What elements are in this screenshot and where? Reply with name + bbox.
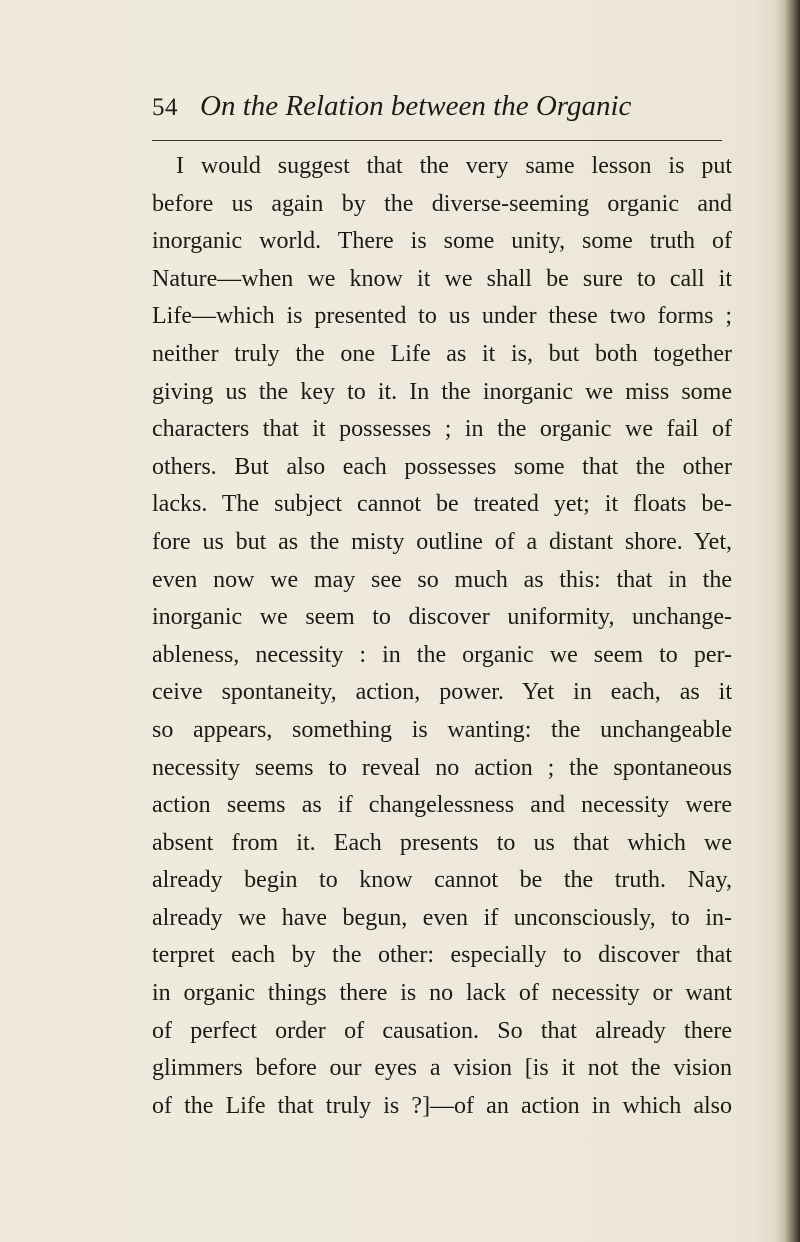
text-line: ceive spontaneity, action, power. Yet in each, as it — [152, 679, 732, 706]
text-line: terpret each by the other: especially to discover that — [152, 942, 732, 969]
text-line: giving us the key to it. In the inorganic we miss some — [152, 378, 732, 405]
page-edge-shadow — [774, 0, 800, 1242]
running-title: On the Relation between the Organic — [200, 90, 632, 122]
text-line: already we have begun, even if unconsciously, to in- — [152, 904, 732, 931]
text-line: already begin to know cannot be the truth. Nay, — [152, 867, 732, 894]
text-line: action seems as if changelessness and necessity were — [152, 792, 732, 819]
text-line: of perfect order of causation. So that already there — [152, 1017, 732, 1044]
text-line: necessity seems to reveal no action ; the spontaneous — [152, 754, 732, 781]
text-line: so appears, something is wanting: the unchangeable — [152, 716, 732, 743]
text-line: I would suggest that the very same lesson is put — [176, 153, 732, 179]
text-line: inorganic we seem to discover uniformity, unchange- — [152, 604, 732, 631]
text-line: characters that it possesses ; in the organic we fail of — [152, 416, 732, 443]
text-line: Life—which is presented to us under these two forms ; — [152, 303, 732, 330]
text-line: others. But also each possesses some that the other — [152, 453, 732, 480]
text-line: ableness, necessity : in the organic we seem to per- — [152, 641, 732, 668]
page-header — [152, 90, 722, 130]
text-line: lacks. The subject cannot be treated yet; it floats be- — [152, 491, 732, 518]
text-line: of the Life that truly is ?]—of an action in which also — [152, 1092, 732, 1119]
text-line: absent from it. Each presents to us that which we — [152, 829, 732, 856]
text-line: before us again by the diverse-seeming organic and — [152, 190, 732, 217]
body-paragraph — [152, 148, 732, 1125]
text-line: Nature—when we know it we shall be sure to call it — [152, 265, 732, 292]
header-rule — [152, 140, 722, 141]
page-number: 54 — [152, 94, 178, 121]
text-line: inorganic world. There is some unity, some truth of — [152, 228, 732, 255]
text-line: fore us but as the misty outline of a distant shore. Yet, — [152, 528, 732, 555]
text-line: neither truly the one Life as it is, but both together — [152, 340, 732, 367]
text-line: glimmers before our eyes a vision [is it not the vision — [152, 1055, 732, 1082]
text-line: in organic things there is no lack of necessity or want — [152, 980, 732, 1007]
text-line: even now we may see so much as this: that in the — [152, 566, 732, 593]
